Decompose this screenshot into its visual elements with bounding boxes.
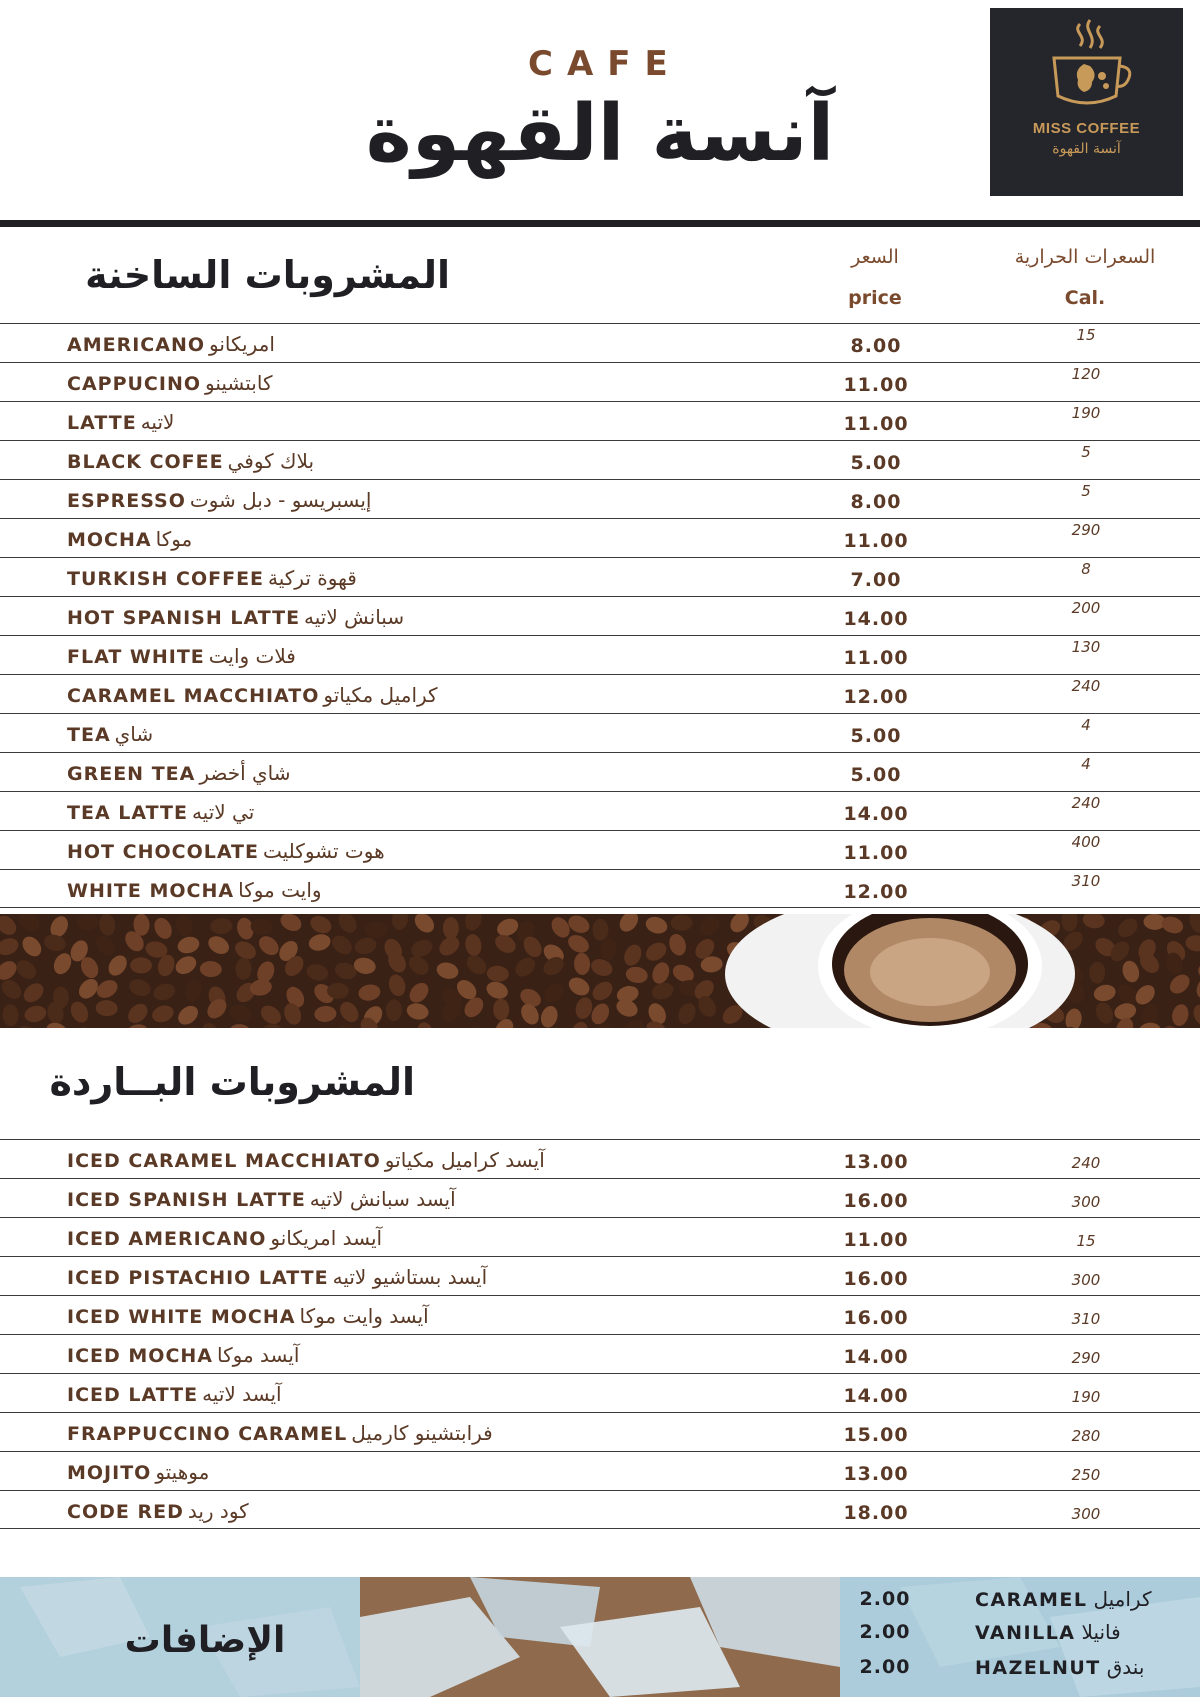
item-name-en: ICED PISTACHIO LATTE	[67, 1267, 329, 1289]
item-name-ar: شاي أخضر	[199, 761, 291, 785]
menu-item-row	[0, 635, 1200, 674]
item-name-en: ESPRESSO	[67, 490, 186, 512]
addon-name	[975, 1620, 1121, 1644]
item-name-ar: كود ريد	[187, 1499, 249, 1523]
item-name-en: ICED SPANISH LATTE	[67, 1189, 306, 1211]
item-name-ar: لاتيه	[140, 410, 175, 434]
coffee-cup-icon	[1032, 18, 1142, 118]
item-price: 14.00	[843, 1346, 909, 1368]
menu-item-row	[0, 557, 1200, 596]
item-name	[67, 1226, 382, 1250]
addon-name-ar: كراميل	[1093, 1587, 1152, 1611]
item-name-ar: آيسد كراميل مكياتو	[384, 1148, 545, 1172]
item-name-en: WHITE MOCHA	[67, 880, 235, 902]
menu-item-row	[0, 1217, 1200, 1256]
item-calories: 300	[1071, 1271, 1101, 1289]
item-price: 16.00	[843, 1268, 909, 1290]
item-name-en: MOCHA	[67, 529, 152, 551]
addon-name-en: CARAMEL	[975, 1589, 1088, 1611]
item-calories: 190	[1071, 1388, 1101, 1406]
item-name-ar: وايت موكا	[238, 878, 322, 902]
item-calories: 130	[1071, 638, 1101, 656]
item-name	[67, 605, 404, 629]
calories-header-ar: السعرات الحرارية	[1014, 246, 1156, 268]
item-calories: 4	[1081, 755, 1091, 773]
menu-item-row	[0, 1334, 1200, 1373]
item-name	[67, 1382, 282, 1406]
price-header-ar: السعر	[851, 246, 899, 268]
item-price: 11.00	[843, 842, 909, 864]
item-name-en: CARAMEL MACCHIATO	[67, 685, 320, 707]
header-divider	[0, 220, 1200, 227]
item-name-ar: بلاك كوفي	[227, 449, 315, 473]
item-name-en: ICED AMERICANO	[67, 1228, 267, 1250]
item-calories: 290	[1071, 1349, 1101, 1367]
item-name-en: ICED LATTE	[67, 1384, 199, 1406]
item-calories: 250	[1071, 1466, 1101, 1484]
item-calories: 280	[1071, 1427, 1101, 1445]
item-calories: 300	[1071, 1193, 1101, 1211]
item-name	[67, 1265, 487, 1289]
item-name-ar: هوت تشوكليت	[263, 839, 385, 863]
item-name	[67, 1421, 493, 1445]
item-calories: 290	[1071, 521, 1101, 539]
item-calories: 120	[1071, 365, 1101, 383]
addon-price: 2.00	[859, 1621, 911, 1643]
menu-item-row	[0, 752, 1200, 791]
item-name-ar: كراميل مكياتو	[323, 683, 438, 707]
addon-name	[975, 1655, 1144, 1679]
menu-item-row	[0, 674, 1200, 713]
menu-item-row	[0, 1412, 1200, 1451]
item-name	[67, 644, 296, 668]
item-name	[67, 1187, 456, 1211]
cold-drinks-title: المشروبات البــاردة	[49, 1060, 415, 1104]
menu-item-row	[0, 1178, 1200, 1217]
menu-item-row	[0, 791, 1200, 830]
item-name-ar: موكا	[155, 527, 193, 551]
item-price: 14.00	[843, 608, 909, 630]
menu-item-row	[0, 479, 1200, 518]
menu-item-row	[0, 830, 1200, 869]
menu-item-row	[0, 869, 1200, 908]
addon-row	[845, 1615, 1185, 1649]
item-name-en: ICED CARAMEL MACCHIATO	[67, 1150, 381, 1172]
item-calories: 4	[1081, 716, 1091, 734]
addon-row	[845, 1582, 1185, 1616]
item-price: 12.00	[843, 686, 909, 708]
item-name-en: TEA	[67, 724, 111, 746]
item-price: 12.00	[843, 881, 909, 903]
item-name-ar: آيسد وايت موكا	[299, 1304, 429, 1328]
item-name-ar: قهوة تركية	[268, 566, 357, 590]
item-name-en: ICED WHITE MOCHA	[67, 1306, 296, 1328]
item-name-ar: تي لاتيه	[191, 800, 255, 824]
item-price: 18.00	[843, 1502, 909, 1524]
menu-item-row	[0, 713, 1200, 752]
item-name-en: CODE RED	[67, 1501, 184, 1523]
brand-title: آنسة القهوة	[365, 89, 835, 179]
calories-header-en: Cal.	[1064, 287, 1106, 309]
item-calories: 190	[1071, 404, 1101, 422]
item-calories: 400	[1071, 833, 1101, 851]
addon-name-ar: بندق	[1106, 1655, 1145, 1679]
item-name	[67, 566, 357, 590]
item-name-en: MOJITO	[67, 1462, 152, 1484]
item-name-ar: فرابتشينو كارميل	[351, 1421, 493, 1445]
item-calories: 8	[1081, 560, 1091, 578]
addons-title: الإضافات	[124, 1620, 286, 1661]
addon-row	[845, 1650, 1185, 1684]
item-price: 15.00	[843, 1424, 909, 1446]
menu-item-row	[0, 401, 1200, 440]
item-name-en: BLACK COFEE	[67, 451, 224, 473]
logo-text-ar: آنسة القهوة	[1052, 141, 1121, 157]
item-name-en: ICED MOCHA	[67, 1345, 213, 1367]
item-price: 16.00	[843, 1190, 909, 1212]
price-header-en: price	[848, 287, 902, 309]
menu-item-row	[0, 1490, 1200, 1529]
item-name	[67, 410, 174, 434]
addon-price: 2.00	[859, 1588, 911, 1610]
item-name	[67, 1499, 249, 1523]
item-calories: 310	[1071, 1310, 1101, 1328]
coffee-beans-image	[0, 914, 1200, 1028]
item-name-en: GREEN TEA	[67, 763, 196, 785]
logo-text-en: MISS COFFEE	[1032, 120, 1141, 137]
menu-item-row	[0, 323, 1200, 362]
item-name-ar: موهيتو	[155, 1460, 210, 1484]
menu-item-row	[0, 1373, 1200, 1412]
item-name	[67, 449, 314, 473]
item-name	[67, 1148, 545, 1172]
item-name-en: LATTE	[67, 412, 137, 434]
item-name	[67, 722, 153, 746]
cafe-label: CAFE	[528, 44, 682, 84]
menu-item-row	[0, 1451, 1200, 1490]
item-name-ar: كابتشينو	[205, 371, 273, 395]
addon-name-en: HAZELNUT	[975, 1657, 1101, 1679]
item-price: 13.00	[843, 1463, 909, 1485]
item-name-ar: آيسد بستاشيو لاتيه	[332, 1265, 488, 1289]
item-calories: 15	[1076, 1232, 1096, 1250]
menu-item-row	[0, 1256, 1200, 1295]
item-name	[67, 371, 272, 395]
item-price: 11.00	[843, 647, 909, 669]
item-name	[67, 761, 291, 785]
item-name-ar: سبانش لاتيه	[304, 605, 405, 629]
item-name-en: HOT CHOCOLATE	[67, 841, 259, 863]
item-name-ar: إيسبريسو - دبل شوت	[189, 488, 372, 512]
addon-price: 2.00	[859, 1656, 911, 1678]
hot-drinks-title: المشروبات الساخنة	[85, 253, 450, 297]
item-price: 5.00	[850, 452, 902, 474]
addon-name	[975, 1587, 1152, 1611]
item-calories: 240	[1071, 677, 1101, 695]
item-calories: 5	[1081, 482, 1091, 500]
item-name	[67, 1460, 209, 1484]
item-name-ar: آيسد لاتيه	[202, 1382, 282, 1406]
menu-item-row	[0, 518, 1200, 557]
cold-drinks-table	[0, 1139, 1200, 1529]
item-name	[67, 800, 254, 824]
item-name	[67, 488, 371, 512]
menu-item-row	[0, 440, 1200, 479]
menu-item-row	[0, 596, 1200, 635]
item-calories: 310	[1071, 872, 1101, 890]
item-calories: 200	[1071, 599, 1101, 617]
item-name-ar: آيسد موكا	[217, 1343, 300, 1367]
item-calories: 240	[1071, 794, 1101, 812]
item-price: 7.00	[850, 569, 902, 591]
item-name-en: FLAT WHITE	[67, 646, 205, 668]
item-name	[67, 332, 275, 356]
item-price: 14.00	[843, 803, 909, 825]
item-name-ar: آيسد امريكانو	[270, 1226, 383, 1250]
menu-item-row	[0, 362, 1200, 401]
addon-name-en: VANILLA	[975, 1622, 1076, 1644]
coffee-beans-banner	[0, 914, 1200, 1028]
item-name-en: CAPPUCINO	[67, 373, 201, 395]
item-name-en: AMERICANO	[67, 334, 205, 356]
item-calories: 300	[1071, 1505, 1101, 1523]
item-name	[67, 527, 192, 551]
item-price: 11.00	[843, 374, 909, 396]
item-name	[67, 1343, 299, 1367]
item-name	[67, 1304, 429, 1328]
item-calories: 15	[1076, 326, 1096, 344]
logo	[990, 8, 1183, 196]
item-name-en: HOT SPANISH LATTE	[67, 607, 301, 629]
item-price: 5.00	[850, 725, 902, 747]
menu-item-row	[0, 1139, 1200, 1178]
menu-item-row	[0, 1295, 1200, 1334]
item-calories: 5	[1081, 443, 1091, 461]
item-price: 8.00	[850, 491, 902, 513]
item-price: 11.00	[843, 413, 909, 435]
item-calories: 240	[1071, 1154, 1101, 1172]
item-name-en: TEA LATTE	[67, 802, 188, 824]
item-price: 16.00	[843, 1307, 909, 1329]
item-name	[67, 878, 322, 902]
item-name	[67, 839, 385, 863]
hot-drinks-table	[0, 323, 1200, 908]
item-price: 13.00	[843, 1151, 909, 1173]
item-price: 11.00	[843, 530, 909, 552]
item-price: 8.00	[850, 335, 902, 357]
item-price: 5.00	[850, 764, 902, 786]
item-price: 14.00	[843, 1385, 909, 1407]
addon-name-ar: فانيلا	[1081, 1620, 1121, 1644]
item-name-ar: فلات وايت	[208, 644, 296, 668]
item-name	[67, 683, 438, 707]
item-price: 11.00	[843, 1229, 909, 1251]
item-name-ar: آيسد سبانش لاتيه	[309, 1187, 456, 1211]
item-name-ar: امريكانو	[209, 332, 275, 356]
item-name-ar: شاي	[114, 722, 154, 746]
item-name-en: TURKISH COFFEE	[67, 568, 265, 590]
item-name-en: FRAPPUCCINO CARAMEL	[67, 1423, 348, 1445]
